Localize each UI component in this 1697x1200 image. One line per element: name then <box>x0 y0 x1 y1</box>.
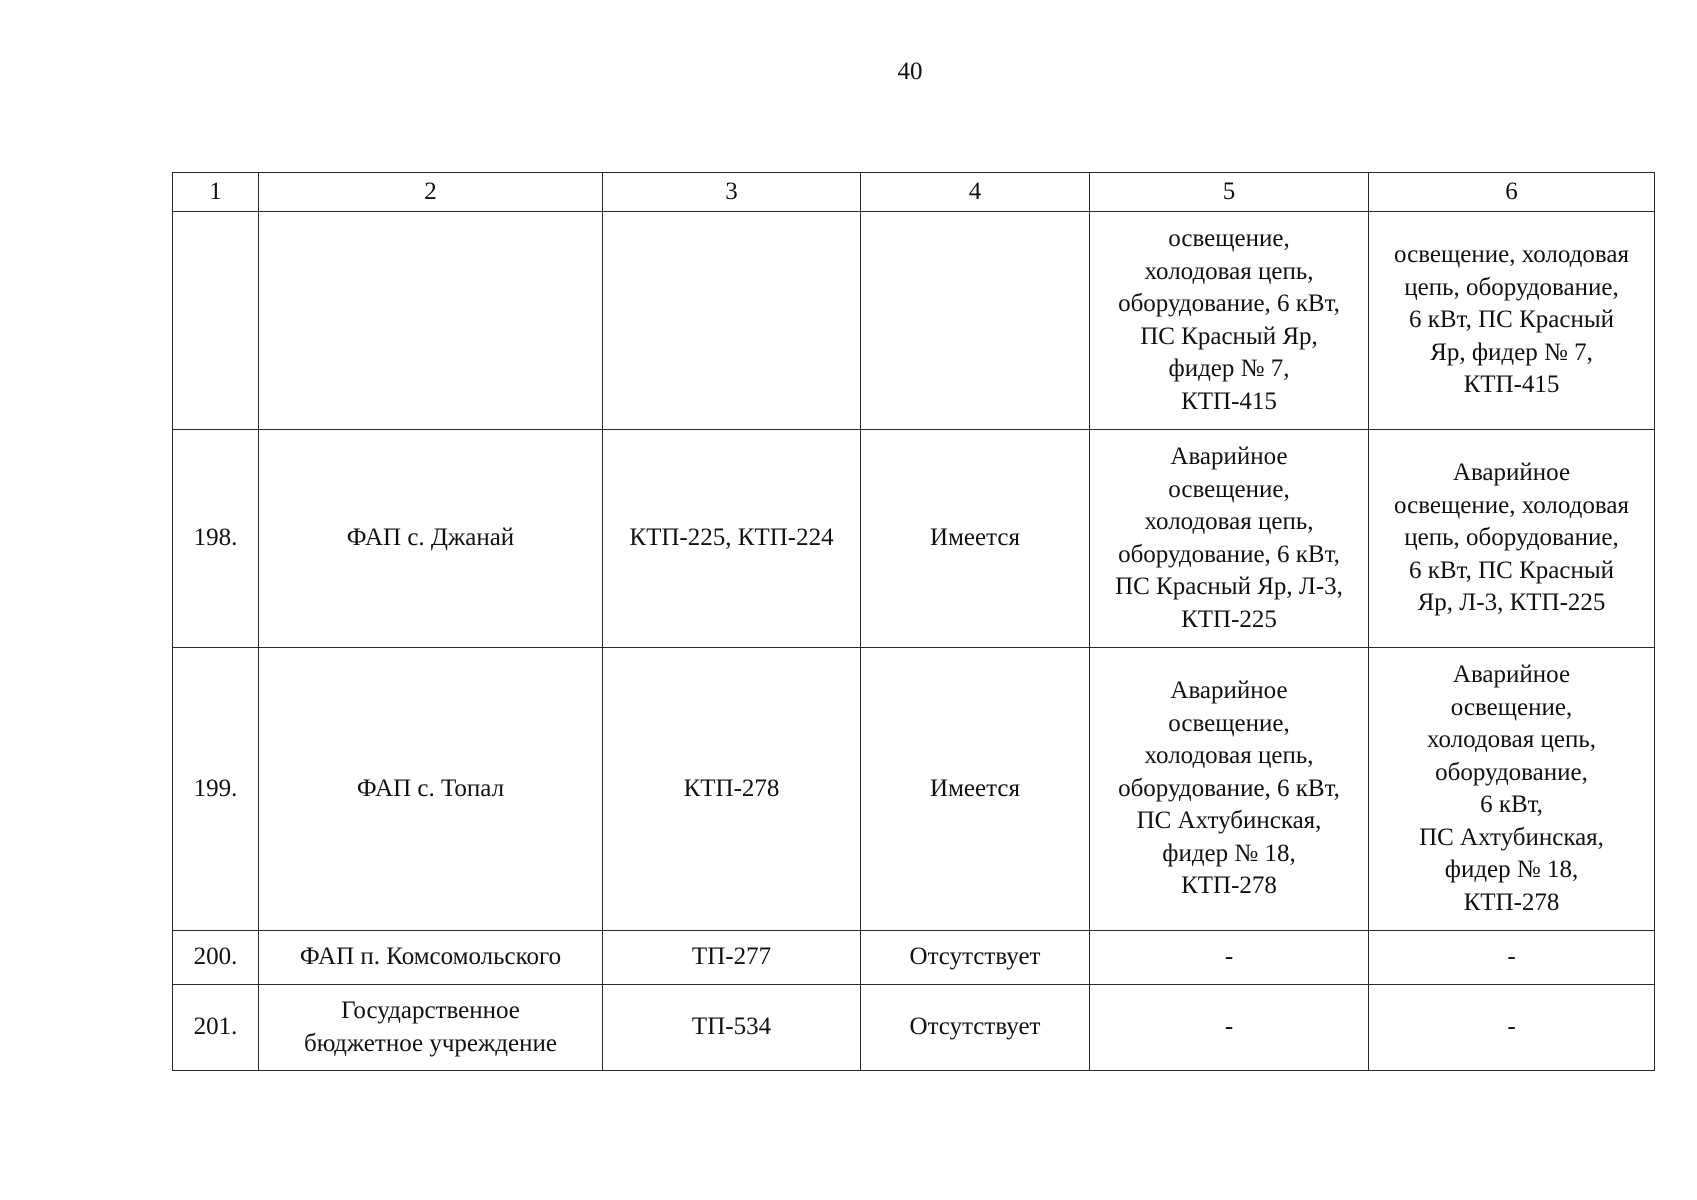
column-6-cell: Аварийное освещение, холодовая цепь, оборудование, 6 кВт, ПС Ахтубинская, фидер № 18, КТП-278 <box>1369 648 1655 931</box>
reserve-status-cell: Отсутствует <box>861 931 1090 985</box>
substation-cell: КТП-225, КТП-224 <box>603 430 861 648</box>
row-number-cell: 200. <box>173 931 259 985</box>
facility-name-cell: ФАП с. Джанай <box>259 430 603 648</box>
reserve-status-cell: Имеется <box>861 648 1090 931</box>
column-number-header: 4 <box>861 173 1090 212</box>
column-number-header: 6 <box>1369 173 1655 212</box>
substation-cell: ТП-277 <box>603 931 861 985</box>
row-number-cell: 198. <box>173 430 259 648</box>
column-number-header: 3 <box>603 173 861 212</box>
table-row <box>173 931 1655 985</box>
column-6-cell: - <box>1369 985 1655 1071</box>
facility-name-cell: ФАП п. Комсомольского <box>259 931 603 985</box>
table-header-row <box>173 173 1655 212</box>
table-row <box>173 212 1655 430</box>
column-5-cell: Аварийное освещение, холодовая цепь, оборудование, 6 кВт, ПС Ахтубинская, фидер № 18, КТП-278 <box>1090 648 1369 931</box>
column-number-header: 1 <box>173 173 259 212</box>
column-number-header: 5 <box>1090 173 1369 212</box>
column-5-cell: Аварийное освещение, холодовая цепь, оборудование, 6 кВт, ПС Красный Яр, Л-3, КТП-225 <box>1090 430 1369 648</box>
row-number-cell: 201. <box>173 985 259 1071</box>
page-number: 40 <box>897 58 923 85</box>
substation-cell: ТП-534 <box>603 985 861 1071</box>
data-table <box>172 172 1655 1071</box>
column-number-header: 2 <box>259 173 603 212</box>
column-5-cell: - <box>1090 931 1369 985</box>
column-5-cell: освещение, холодовая цепь, оборудование, 6 кВт, ПС Красный Яр, фидер № 7, КТП-415 <box>1090 212 1369 430</box>
table-row <box>173 985 1655 1071</box>
column-6-cell: Аварийное освещение, холодовая цепь, оборудование, 6 кВт, ПС Красный Яр, Л-3, КТП-225 <box>1369 430 1655 648</box>
reserve-status-cell <box>861 212 1090 430</box>
row-number-cell <box>173 212 259 430</box>
reserve-status-cell: Отсутствует <box>861 985 1090 1071</box>
reserve-status-cell: Имеется <box>861 430 1090 648</box>
row-number-cell: 199. <box>173 648 259 931</box>
column-6-cell: освещение, холодовая цепь, оборудование, 6 кВт, ПС Красный Яр, фидер № 7, КТП-415 <box>1369 212 1655 430</box>
facility-name-cell <box>259 212 603 430</box>
facility-name-cell: Государственное бюджетное учреждение <box>259 985 603 1071</box>
table-row <box>173 648 1655 931</box>
column-6-cell: - <box>1369 931 1655 985</box>
substation-cell: КТП-278 <box>603 648 861 931</box>
substation-cell <box>603 212 861 430</box>
column-5-cell: - <box>1090 985 1369 1071</box>
table-row <box>173 430 1655 648</box>
facility-name-cell: ФАП с. Топал <box>259 648 603 931</box>
